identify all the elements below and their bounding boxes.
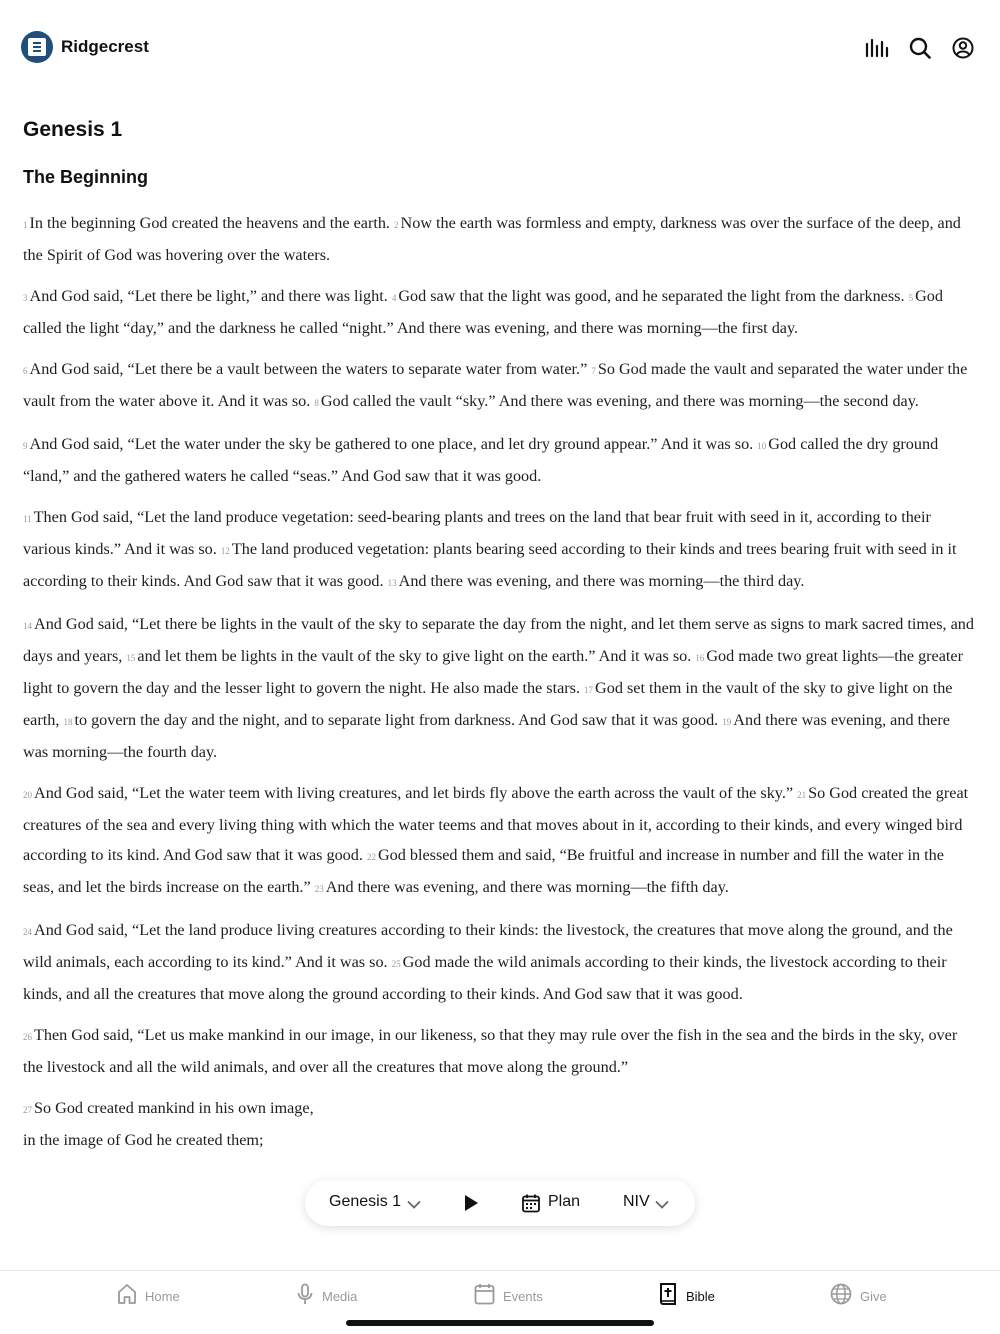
microphone-icon <box>296 1283 314 1310</box>
verse-number[interactable]: 6 <box>23 366 28 376</box>
verse-text[interactable]: And God said, “Let there be lights in the vault of the sky to separate the day from the night, and let them serve as signs to mark sacred times, and days and years, <box>23 615 974 665</box>
verse-number[interactable]: 25 <box>391 959 401 969</box>
verse-paragraph <box>23 208 978 270</box>
brand-name[interactable]: Ridgecrest <box>61 37 149 56</box>
calendar-icon <box>474 1283 495 1310</box>
bible-icon <box>658 1282 678 1311</box>
bible-reader <box>23 110 978 1155</box>
chevron-down-icon[interactable] <box>407 1197 421 1215</box>
verse-text[interactable]: God set them in the vault of the sky to give light on the earth, <box>23 679 953 729</box>
version-selector[interactable]: NIV <box>623 1193 650 1210</box>
verse-text[interactable]: And God said, “Let there be light,” and there was light. <box>29 287 388 305</box>
reader-controls <box>305 1180 695 1226</box>
verse-text[interactable]: and let them be lights in the vault of the sky to give light on the earth.” And it was so. <box>137 647 692 665</box>
verse-text[interactable]: God made the wild animals according to their kinds, the livestock according to their kinds, and all the creatures that move along the ground according to their kinds. And God saw that it was good. <box>23 953 947 1003</box>
verse-text[interactable]: And God said, “Let the water teem with living creatures, and let birds fly above the earth across the vault of the sky.” <box>34 784 794 802</box>
verse-number[interactable]: 5 <box>908 293 914 303</box>
verse-number[interactable]: 23 <box>314 884 324 894</box>
verse-text[interactable]: So God made the vault and separated the water under the vault from the water above it. And it was so. <box>23 360 968 410</box>
home-indicator <box>346 1320 654 1326</box>
verse-number[interactable]: 10 <box>757 441 767 451</box>
verse-paragraph <box>23 502 978 598</box>
verse-paragraph <box>23 429 978 491</box>
verse-number[interactable]: 8 <box>314 398 319 408</box>
verse-number[interactable]: 18 <box>63 717 73 727</box>
app-header <box>0 0 1000 96</box>
verse-number[interactable]: 21 <box>797 790 807 800</box>
tab-give[interactable] <box>830 1283 887 1309</box>
poem-line[interactable]: in the image of God he created them; <box>23 1131 264 1149</box>
tab-label: Bible <box>686 1288 715 1304</box>
verse-number[interactable]: 15 <box>126 653 136 663</box>
church-logo-icon[interactable] <box>21 31 53 63</box>
verse-text[interactable]: Then God said, “Let the land produce vegetation: seed-bearing plants and trees on the land that bear fruit with seed in it, according to their various kinds.” And it was so. <box>23 508 931 558</box>
verse-number[interactable]: 19 <box>722 717 732 727</box>
verse-paragraph <box>23 609 978 767</box>
verse-number[interactable]: 3 <box>23 293 28 303</box>
verse-text[interactable]: And there was evening, and there was morning—the fifth day. <box>325 878 729 896</box>
search-icon[interactable] <box>908 36 932 60</box>
play-icon[interactable] <box>463 1194 479 1217</box>
verse-text[interactable]: And God said, “Let the land produce living creatures according to their kinds: the livestock, the creatures that move along the ground, and the wild animals, each according to its kind.” And it was so. <box>23 921 953 971</box>
poem-line[interactable]: So God created mankind in his own image, <box>34 1099 314 1117</box>
tab-events[interactable] <box>474 1283 543 1309</box>
tab-label: Media <box>322 1288 358 1304</box>
tab-home[interactable] <box>117 1283 180 1309</box>
verse-text[interactable]: God saw that the light was good, and he separated the light from the darkness. <box>398 287 905 305</box>
chapter-selector[interactable]: Genesis 1 <box>329 1193 402 1210</box>
plan-button[interactable]: Plan <box>548 1193 581 1210</box>
verse-number[interactable]: 11 <box>23 514 32 524</box>
verse-number[interactable]: 9 <box>23 441 28 451</box>
verse-text[interactable]: Then God said, “Let us make mankind in our image, in our likeness, so that they may rule over the fish in the sea and the birds in the sky, over the livestock and all the wild animals, and over all the creatures that move along the ground.” <box>23 1026 958 1076</box>
verse-number[interactable]: 13 <box>387 578 397 588</box>
verse-paragraph <box>23 281 978 343</box>
verse-number[interactable]: 26 <box>23 1032 32 1042</box>
tab-media[interactable] <box>296 1283 357 1309</box>
verse-text[interactable]: God called the vault “sky.” And there was evening, and there was morning—the second day. <box>320 392 919 410</box>
account-icon[interactable] <box>951 36 975 60</box>
tab-bible[interactable] <box>658 1283 715 1309</box>
verse-number[interactable]: 1 <box>23 220 28 230</box>
verse-text[interactable]: In the beginning God created the heavens and the earth. <box>29 214 390 232</box>
audio-bars-icon[interactable] <box>865 36 889 60</box>
verse-text[interactable]: And God said, “Let the water under the sky be gathered to one place, and let dry ground appear.” And it was so. <box>29 435 754 453</box>
verse-text <box>23 208 978 1155</box>
verse-paragraph <box>23 778 978 904</box>
verse-text[interactable]: And there was evening, and there was morning—the third day. <box>398 572 805 590</box>
verse-paragraph <box>23 915 978 1009</box>
verse-number[interactable]: 27 <box>23 1105 32 1115</box>
section-heading: The Beginning <box>23 167 148 187</box>
verse-text[interactable]: And there was evening, and there was morning—the fourth day. <box>23 711 950 761</box>
verse-number[interactable]: 20 <box>23 790 32 800</box>
tab-label: Give <box>860 1288 887 1304</box>
verse-number[interactable]: 17 <box>584 685 594 695</box>
tab-label: Events <box>503 1288 543 1304</box>
home-icon <box>117 1283 137 1310</box>
verse-text[interactable]: God blessed them and said, “Be fruitful and increase in number and fill the water in the seas, and let the birds increase on the earth.” <box>23 846 944 896</box>
verse-number[interactable]: 12 <box>220 546 230 556</box>
verse-number[interactable]: 2 <box>394 220 399 230</box>
verse-text[interactable]: So God created the great creatures of the sea and every living thing with which the water teems and that moves about in it, according to their kinds, and every winged bird according to its kind. And God saw that it was good. <box>23 784 969 864</box>
verse-text[interactable]: Now the earth was formless and empty, darkness was over the surface of the deep, and the Spirit of God was hovering over the waters. <box>23 214 961 264</box>
verse-text[interactable]: And God said, “Let there be a vault between the waters to separate water from water.” <box>29 360 588 378</box>
verse-paragraph <box>23 354 978 418</box>
verse-text[interactable]: to govern the day and the night, and to separate light from darkness. And God saw that it was good. <box>74 711 719 729</box>
tab-label: Home <box>145 1288 180 1304</box>
verse-number[interactable]: 7 <box>591 366 596 376</box>
verse-paragraph <box>23 1020 978 1082</box>
verse-number[interactable]: 24 <box>23 927 32 937</box>
globe-icon <box>830 1283 852 1310</box>
chevron-down-icon[interactable] <box>655 1197 669 1215</box>
verse-number[interactable]: 16 <box>695 653 705 663</box>
verse-number[interactable]: 14 <box>23 621 32 631</box>
verse-text[interactable]: The land produced vegetation: plants bearing seed according to their kinds and trees bearing fruit with seed in it according to their kinds. And God saw that it was good. <box>23 540 957 590</box>
verse-number[interactable]: 4 <box>391 293 397 303</box>
verse-text[interactable]: God called the light “day,” and the darkness he called “night.” And there was evening, and there was morning—the first day. <box>23 287 943 337</box>
verse-text[interactable]: God called the dry ground “land,” and the gathered waters he called “seas.” And God saw that it was good. <box>23 435 939 485</box>
verse-text[interactable]: God made two great lights—the greater light to govern the day and the lesser light to govern the night. He also made the stars. <box>23 647 963 697</box>
chapter-title: Genesis 1 <box>23 118 123 141</box>
reading-plan-calendar-icon[interactable] <box>521 1193 541 1218</box>
verse-number[interactable]: 22 <box>366 852 376 862</box>
verse-poem <box>23 1093 978 1155</box>
